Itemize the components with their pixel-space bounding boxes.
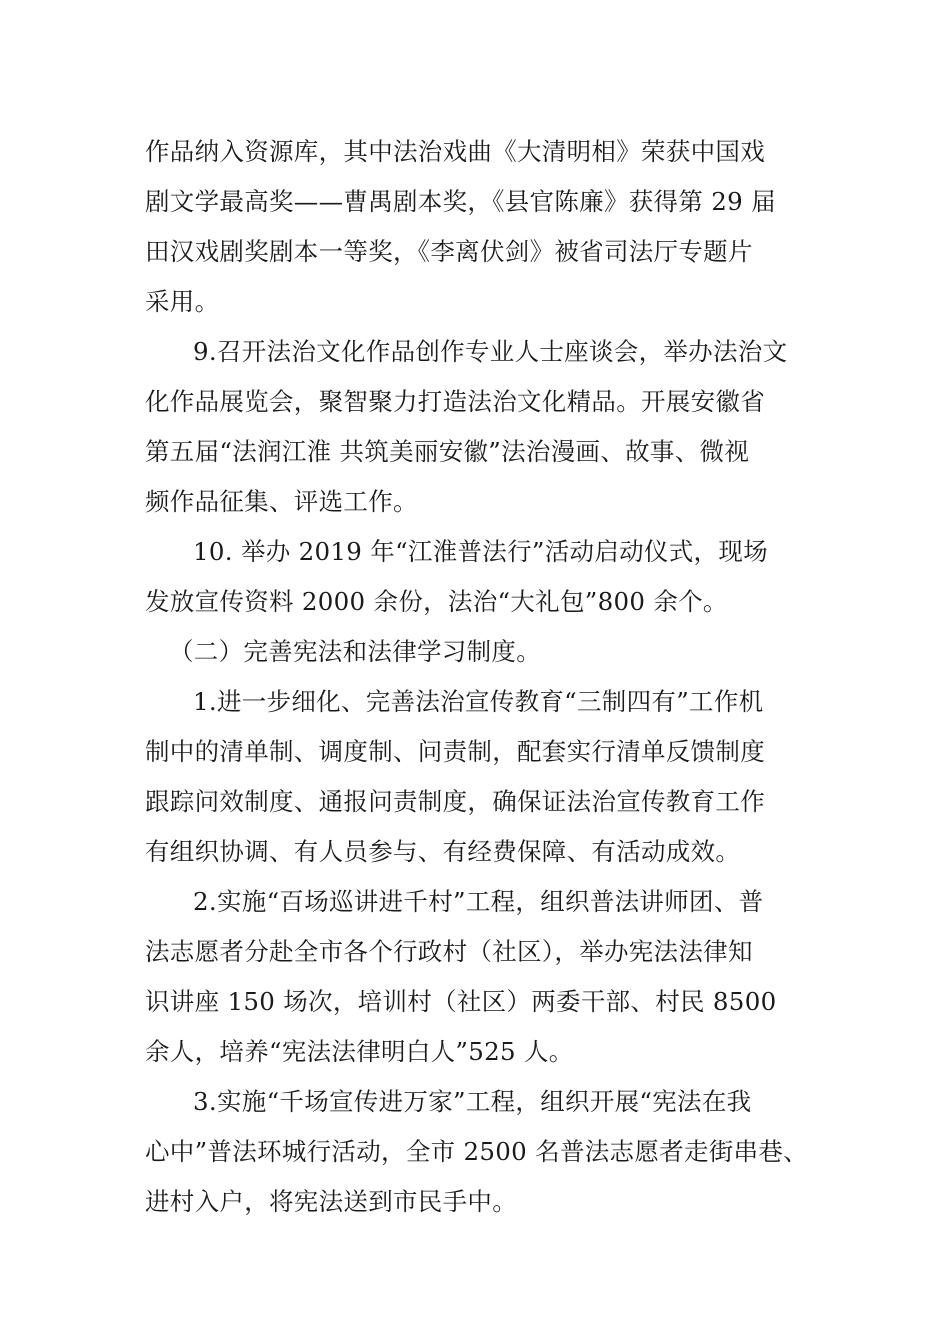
text-line: 作品纳入资源库，其中法治戏曲《大清明相》荣获中国戏	[145, 137, 765, 166]
text-line: 余人，培养“宪法法律明白人”525 人。	[145, 1037, 574, 1066]
text-line: 1.进一步细化、完善法治宣传教育“三制四有”工作机	[193, 687, 764, 716]
text-line: 跟踪问效制度、通报问责制度，确保证法治宣传教育工作	[145, 787, 765, 816]
section-heading: （二）完善宪法和法律学习制度。	[169, 637, 541, 666]
text-line: 第五届“法润江淮 共筑美丽安徽”法治漫画、故事、微视	[145, 437, 750, 466]
text-line: 频作品征集、评选工作。	[145, 487, 418, 516]
text-line: 10. 举办 2019 年“江淮普法行”活动启动仪式，现场	[193, 537, 768, 566]
text-line: 采用。	[145, 287, 220, 316]
text-line: 有组织协调、有人员参与、有经费保障、有活动成效。	[145, 837, 741, 866]
text-line: 田汉戏剧奖剧本一等奖，《李离伏剑》被省司法厅专题片	[145, 237, 753, 266]
text-line: 2.实施“百场巡讲进千村”工程，组织普法讲师团、普	[193, 887, 764, 916]
text-line: 化作品展览会，聚智聚力打造法治文化精品。开展安徽省	[145, 387, 765, 416]
text-line: 9.召开法治文化作品创作专业人士座谈会，举办法治文	[193, 337, 788, 366]
text-line: 3.实施“千场宣传进万家”工程，组织开展“宪法在我	[193, 1087, 752, 1116]
text-line: 发放宣传资料 2000 余份，法治“大礼包”800 余个。	[145, 587, 728, 616]
text-line: 剧文学最高奖——曹禺剧本奖，《县官陈廉》获得第 29 届	[145, 187, 776, 216]
text-line: 制中的清单制、调度制、问责制，配套实行清单反馈制度	[145, 737, 765, 766]
text-line: 识讲座 150 场次，培训村（社区）两委干部、村民 8500	[145, 987, 777, 1016]
text-line: 进村入户，将宪法送到市民手中。	[145, 1187, 517, 1216]
text-line: 法志愿者分赴全市各个行政村（社区），举办宪法法律知	[145, 937, 753, 966]
text-line: 心中”普法环城行活动，全市 2500 名普法志愿者走街串巷、	[145, 1137, 808, 1166]
